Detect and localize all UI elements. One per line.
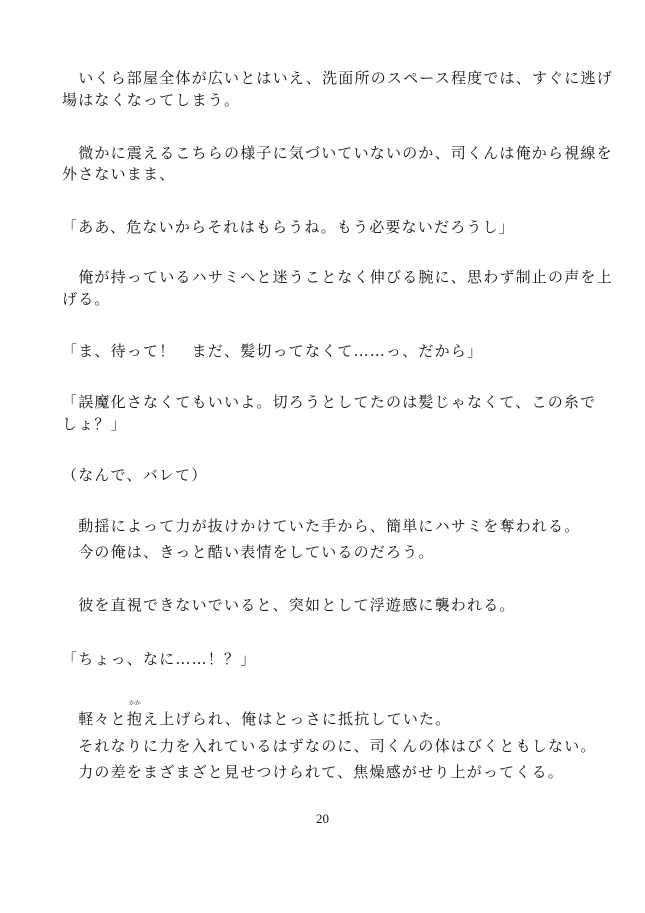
text-line: 外さないまま、	[62, 165, 176, 183]
ruby-reading: かか	[128, 700, 141, 707]
dialogue-line: 「誤魔化さなくてもいいよ。切ろうとしてたのは髪じゃなくて、この糸で	[62, 393, 597, 411]
dialogue-line: しょ？」	[62, 415, 127, 433]
text-line: 動揺によって力が抜けかけていた手から、簡単にハサミを奪われる。	[62, 517, 581, 535]
text-line-with-ruby	[62, 700, 592, 728]
text-line: 微かに震えるこちらの様子に気づいていないのか、司くんは俺から視線を	[62, 144, 613, 162]
ruby-base: 抱	[126, 710, 144, 728]
text-line: 今の俺は、きっと酷い表情をしているのだろう。	[62, 543, 435, 561]
page-number: 20	[316, 811, 329, 826]
ruby-annotated-word	[126, 700, 144, 728]
dialogue-line: 「ま、待って！ まだ、髪切ってなくて……っ、だから」	[62, 342, 484, 360]
dialogue-line: 「ちょっ、なに……！？」	[62, 650, 257, 668]
text-line: 俺が持っているハサミへと迷うことなく伸びる腕に、思わず制止の声を上	[62, 268, 613, 286]
ruby-line-before: 軽々と	[62, 710, 127, 728]
text-line: それなりに力を入れているはずなのに、司くんの体はびくともしない。	[62, 737, 597, 755]
text-line: 力の差をまざまざと見せつけられて、焦燥感がせり上がってくる。	[62, 763, 564, 781]
text-line: 彼を直視できないでいると、突如として浮遊感に襲われる。	[62, 596, 516, 614]
text-line: いくら部屋全体が広いとはいえ、洗面所のスペース程度では、すぐに逃げ	[62, 69, 613, 87]
inner-thought-line: （なんで、バレて）	[62, 466, 208, 484]
ruby-line-after: え上げられ、俺はとっさに抵抗していた。	[143, 710, 452, 728]
text-line: 場はなくなってしまう。	[62, 91, 241, 109]
dialogue-line: 「ああ、危ないからそれはもらうね。もう必要ないだろうし」	[62, 218, 516, 236]
text-line: げる。	[62, 290, 111, 308]
